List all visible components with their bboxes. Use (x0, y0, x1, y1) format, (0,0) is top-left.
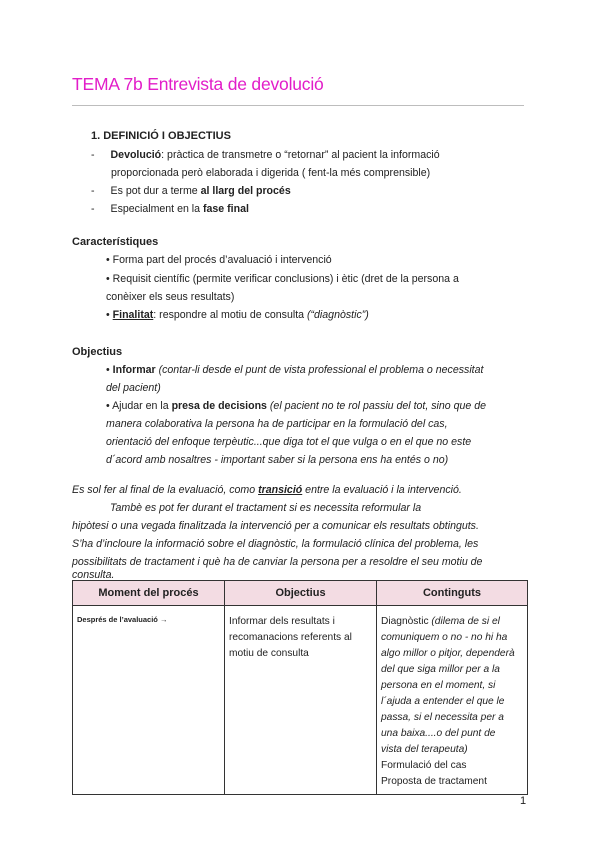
obj-ajudar: • Ajudar en la presa de decisions (el pacient no te rol passiu del tot, sino que de (106, 400, 487, 412)
table-row (73, 606, 528, 795)
bullet-llarg: - Es pot dur a terme al llarg del procés (91, 185, 291, 197)
bullet-fase-final: - Especialment en la fase final (91, 203, 249, 215)
caracteristiques-heading: Característiques (72, 236, 159, 248)
column-header: Continguts (377, 581, 528, 606)
moment-cell: Després de l’avaluació → (73, 606, 225, 795)
obj-ajudar-cont-1: manera colaborativa la persona ha de participar en la formulació del cas, (106, 418, 448, 430)
para-line-4: S’ha d’incloure la informació sobre el diagnòstic, la formulació clínica del problema, les (72, 538, 479, 550)
page-number: 1 (520, 795, 527, 807)
process-table (72, 580, 528, 795)
carac-line-2: • Requisit científic (permite verificar conclusions) i ètic (dret de la persona a (106, 273, 459, 285)
section-heading: 1. DEFINICIÓ I OBJECTIUS (91, 130, 231, 142)
obj-ajudar-cont-2: orientació del enfoque terpèutic...que diga tot el que vulga o en el que no este (106, 436, 472, 448)
continguts-cell: Diagnòstic (dilema de si el comuniquem o no - no hi ha algo millor o pitjor, dependerà del que siga millor per a la persona en el moment, si l´ajuda a entender el que le passa, si el necessita per a una baixa....o del punt de vista del terapeuta) Formulació del cas Proposta de tractament (377, 606, 528, 795)
objectius-heading: Objectius (72, 346, 123, 358)
para-line-6: consulta. (72, 569, 115, 581)
column-header: Moment del procés (73, 581, 225, 606)
obj-informar: • Informar (contar-li desde el punt de vista professional el problema o necessitat (106, 364, 484, 376)
para-line-3: hipòtesi o una vegada finalitzada la intervenció per a comunicar els resultats obtinguts. (72, 520, 479, 532)
para-line-1: Es sol fer al final de la evaluació, como transició entre la evaluació i la intervenció. (72, 484, 462, 496)
column-header: Objectius (225, 581, 377, 606)
obj-ajudar-cont-3: d´acord amb nosaltres - important saber si la persona ens ha entés o no) (106, 454, 449, 466)
para-line-5: possibilitats de tractament i què ha de canviar la persona per a resoldre el seu motiu de (72, 556, 483, 568)
carac-line-1: • Forma part del procés d’avaluació i intervenció (106, 254, 332, 266)
carac-line-3: conèixer els seus resultats) (106, 291, 235, 303)
carac-line-4: • Finalitat: respondre al motiu de consulta (“diagnòstic”) (106, 309, 369, 321)
bullet-devolucio-cont: proporcionada però elaborada i digerida ( fent-la més comprensible) (111, 167, 431, 179)
objectius-cell: Informar dels resultats i recomanacions referents al motiu de consulta (225, 606, 377, 795)
bullet-devolucio: - Devolució: pràctica de transmetre o “retornar” al pacient la informació (91, 149, 440, 161)
page-title: TEMA 7b Entrevista de devolució (72, 74, 324, 94)
obj-informar-cont: del pacient) (106, 382, 161, 394)
para-line-2: Tambè es pot fer durant el tractament si es necessita reformular la (110, 502, 422, 514)
title-divider (72, 105, 524, 106)
